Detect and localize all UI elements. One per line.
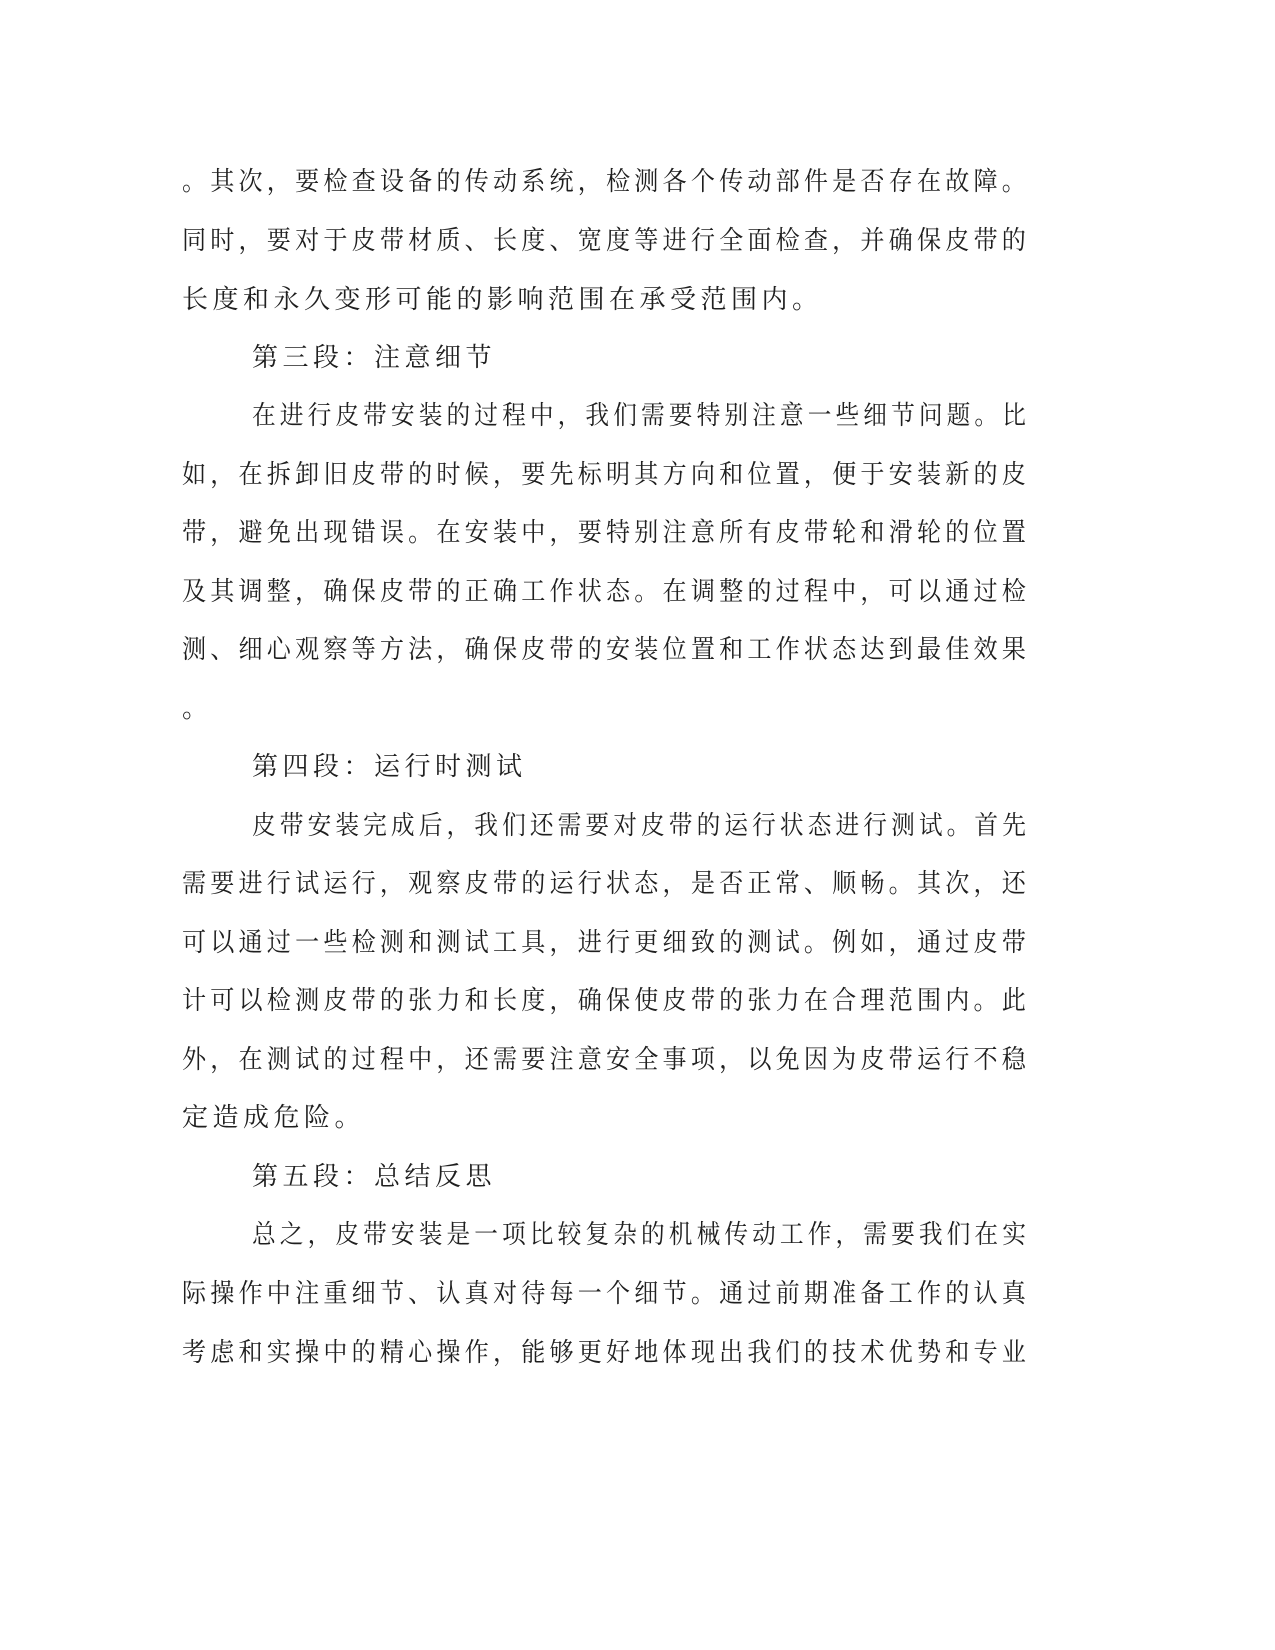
- text-line: 测、细心观察等方法，确保皮带的安装位置和工作状态达到最佳效果: [182, 635, 1031, 665]
- section-heading-5: 第五段：总结反思: [252, 1162, 497, 1192]
- text-line: 总之，皮带安装是一项比较复杂的机械传动工作，需要我们在实: [252, 1220, 1031, 1250]
- text-line: 及其调整，确保皮带的正确工作状态。在调整的过程中，可以通过检: [182, 577, 1031, 607]
- text-line: 计可以检测皮带的张力和长度，确保使皮带的张力在合理范围内。此: [182, 986, 1031, 1016]
- text-line: 定造成危险。: [182, 1103, 366, 1133]
- section-heading-4: 第四段：运行时测试: [252, 752, 527, 782]
- text-line: 在进行皮带安装的过程中，我们需要特别注意一些细节问题。比: [252, 401, 1031, 431]
- section-heading-3: 第三段：注意细节: [252, 343, 497, 373]
- text-line: 皮带安装完成后，我们还需要对皮带的运行状态进行测试。首先: [252, 811, 1031, 841]
- text-line: 如，在拆卸旧皮带的时候，要先标明其方向和位置，便于安装新的皮: [182, 460, 1031, 490]
- text-line: 。: [182, 694, 213, 724]
- text-line: 考虑和实操中的精心操作，能够更好地体现出我们的技术优势和专业: [182, 1338, 1031, 1368]
- text-line: 同时，要对于皮带材质、长度、宽度等进行全面检查，并确保皮带的: [182, 226, 1031, 256]
- text-line: 际操作中注重细节、认真对待每一个细节。通过前期准备工作的认真: [182, 1279, 1031, 1309]
- text-line: 外，在测试的过程中，还需要注意安全事项，以免因为皮带运行不稳: [182, 1045, 1031, 1075]
- text-line: 长度和永久变形可能的影响范围在承受范围内。: [182, 285, 823, 315]
- text-line: 可以通过一些检测和测试工具，进行更细致的测试。例如，通过皮带: [182, 928, 1031, 958]
- text-line: 带，避免出现错误。在安装中，要特别注意所有皮带轮和滑轮的位置: [182, 518, 1031, 548]
- text-line: 需要进行试运行，观察皮带的运行状态，是否正常、顺畅。其次，还: [182, 869, 1031, 899]
- text-line: 。其次，要检查设备的传动系统，检测各个传动部件是否存在故障。: [182, 167, 1031, 197]
